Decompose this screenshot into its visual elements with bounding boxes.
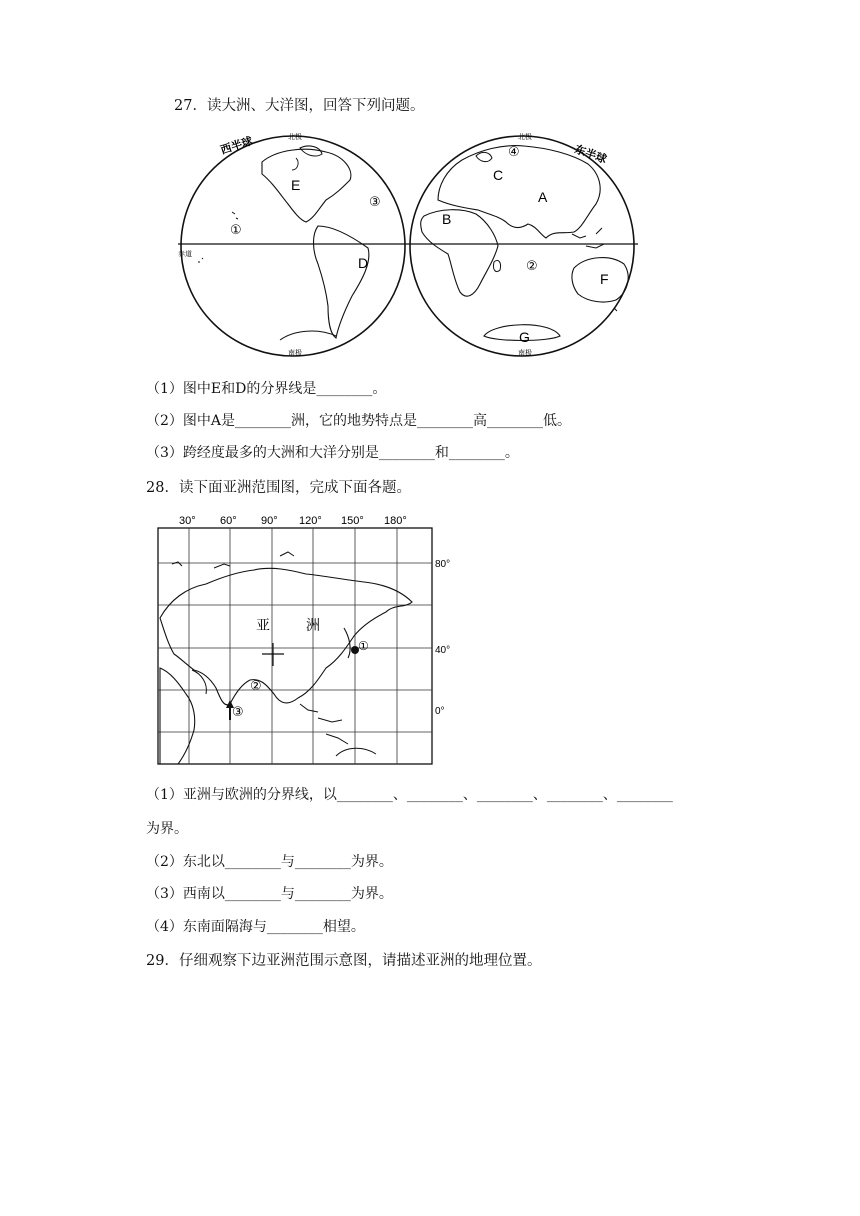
q28-sub2: （2）东北以________与________为界。 (146, 854, 393, 870)
south-pole-label-east: 南极 (518, 350, 532, 357)
east-hemisphere-label: 东半球 (572, 143, 609, 167)
label-A: A (538, 189, 548, 205)
lon-90: 90° (261, 515, 278, 527)
lat-40: 40° (435, 645, 451, 656)
north-pole-label-west: 北极 (288, 134, 302, 141)
ocean-3: ③ (369, 194, 381, 209)
q27-sub2: （2）图中A是________洲，它的地势特点是________高________低。 (146, 413, 572, 429)
asia-range-map (150, 508, 470, 770)
west-hemisphere-label: 西半球 (219, 135, 255, 157)
q28-sub4: （4）东南面隔海与________相望。 (146, 919, 365, 935)
ocean-2: ② (526, 258, 538, 273)
q27-title: 27．读大洲、大洋图，回答下列问题。 (174, 98, 425, 114)
north-pole-label-east: 北极 (518, 134, 532, 141)
equator-label: 赤道 (178, 251, 192, 258)
q27-sub1: （1）图中E和D的分界线是________。 (146, 381, 387, 397)
lon-180: 180° (384, 515, 407, 527)
ocean-1: ① (230, 222, 242, 237)
south-pole-label-west: 南极 (288, 350, 302, 357)
asia-label-2: 洲 (306, 617, 320, 633)
lon-120: 120° (299, 515, 322, 527)
q28-sub1-line1: （1）亚洲与欧洲的分界线，以________、________、________、________、________ (146, 787, 673, 803)
q28-title: 28．读下面亚洲范围图，完成下面各题。 (146, 480, 411, 496)
label-C: C (493, 167, 504, 183)
point-3-label: ③ (232, 704, 244, 719)
label-G: G (519, 329, 530, 345)
point-1-label: ① (358, 639, 369, 653)
q28-sub1-line2: 为界。 (146, 821, 188, 837)
lon-150: 150° (341, 515, 364, 527)
label-B: B (442, 211, 452, 227)
lat-0: 0° (435, 706, 445, 717)
map-frame (158, 528, 432, 764)
asia-label-1: 亚 (256, 617, 270, 633)
q28-sub3: （3）西南以________与________为界。 (146, 886, 393, 902)
q27-sub3: （3）跨经度最多的大洲和大洋分别是________和________。 (146, 445, 519, 461)
eurasia-shape (438, 146, 600, 238)
label-E: E (291, 177, 301, 193)
africa-shape (421, 210, 498, 296)
lat-80: 80° (435, 559, 451, 570)
lon-60: 60° (220, 515, 237, 527)
label-F: F (600, 271, 609, 287)
south-america-shape (314, 226, 369, 338)
asia-outline (160, 568, 412, 705)
point-2-label: ② (250, 678, 262, 693)
q29-title: 29．仔细观察下边亚洲范围示意图，请描述亚洲的地理位置。 (146, 953, 542, 969)
north-america-shape (262, 149, 351, 222)
africa-outline (160, 668, 195, 764)
label-D: D (358, 255, 369, 271)
lon-30: 30° (179, 515, 196, 527)
world-hemispheres-map (176, 130, 646, 362)
western-hemisphere-outline (181, 136, 405, 356)
ocean-4: ④ (508, 144, 520, 159)
